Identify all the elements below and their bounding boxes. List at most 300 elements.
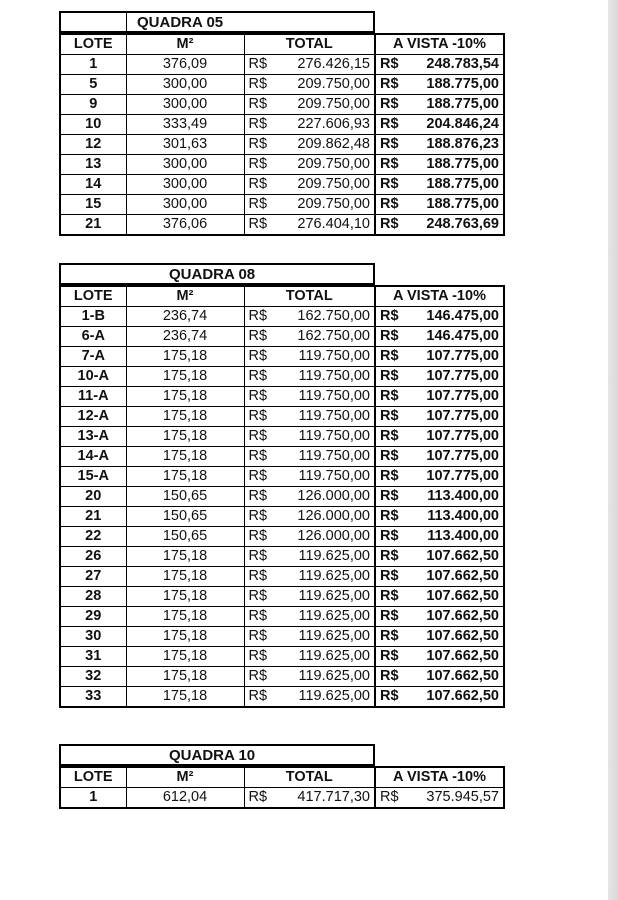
currency-symbol: R$ — [248, 308, 268, 324]
total-cell — [244, 155, 375, 175]
vista-cell — [375, 327, 504, 347]
area-cell: 301,63 — [126, 135, 244, 155]
vista-value: 107.775,00 — [426, 368, 499, 384]
currency-symbol: R$ — [248, 528, 268, 544]
col-header-lote: LOTE — [60, 34, 126, 55]
total-cell — [244, 627, 375, 647]
currency-symbol: R$ — [380, 176, 399, 192]
vista-value: 107.775,00 — [426, 468, 499, 484]
area-cell: 300,00 — [126, 195, 244, 215]
vista-cell — [375, 175, 504, 195]
area-cell: 175,18 — [126, 547, 244, 567]
vista-cell — [375, 687, 504, 708]
area-cell: 175,18 — [126, 647, 244, 667]
vista-cell — [375, 427, 504, 447]
vista-value: 113.400,00 — [427, 488, 499, 504]
total-cell — [244, 387, 375, 407]
currency-symbol: R$ — [248, 196, 268, 212]
currency-symbol: R$ — [380, 308, 399, 324]
total-cell — [244, 567, 375, 587]
vista-cell — [375, 587, 504, 607]
quadra-title: QUADRA 08 — [169, 265, 256, 283]
col-header-vista: A VISTA -10% — [375, 767, 504, 788]
table-row — [60, 427, 504, 447]
currency-symbol: R$ — [380, 588, 399, 604]
table-row — [60, 215, 504, 236]
table-row — [60, 587, 504, 607]
table-row — [60, 307, 504, 327]
vista-cell — [375, 215, 504, 236]
currency-symbol: R$ — [380, 368, 399, 384]
vista-value: 107.662,50 — [426, 588, 499, 604]
area-cell: 175,18 — [126, 587, 244, 607]
area-cell: 175,18 — [126, 367, 244, 387]
table-row — [60, 607, 504, 627]
col-header-m2: M² — [126, 34, 244, 55]
currency-symbol: R$ — [248, 388, 268, 404]
total-cell — [244, 427, 375, 447]
vista-cell — [375, 367, 504, 387]
col-header-total: TOTAL — [244, 286, 375, 307]
currency-symbol: R$ — [380, 136, 399, 152]
lote-cell: 13 — [60, 155, 126, 175]
lote-cell: 12 — [60, 135, 126, 155]
quadra-title: QUADRA 10 — [169, 746, 256, 764]
table-row — [60, 387, 504, 407]
table-row — [60, 155, 504, 175]
lote-cell: 14-A — [60, 447, 126, 467]
currency-symbol: R$ — [380, 328, 399, 344]
table-header-row — [60, 34, 504, 55]
area-cell: 150,65 — [126, 527, 244, 547]
table-row — [60, 627, 504, 647]
area-cell: 333,49 — [126, 115, 244, 135]
currency-symbol: R$ — [380, 348, 399, 364]
vista-cell — [375, 195, 504, 215]
currency-symbol: R$ — [248, 628, 268, 644]
vista-value: 107.662,50 — [426, 648, 499, 664]
vista-value: 188.775,00 — [426, 196, 499, 212]
lote-cell: 13-A — [60, 427, 126, 447]
currency-symbol: R$ — [380, 668, 399, 684]
currency-symbol: R$ — [380, 156, 399, 172]
vista-cell — [375, 155, 504, 175]
quadra-title: QUADRA 05 — [137, 13, 224, 31]
currency-symbol: R$ — [248, 348, 268, 364]
currency-symbol: R$ — [380, 428, 399, 444]
total-value: 162.750,00 — [297, 328, 370, 344]
lote-cell: 30 — [60, 627, 126, 647]
col-header-m2: M² — [126, 286, 244, 307]
vista-value: 188.775,00 — [426, 176, 499, 192]
area-cell: 300,00 — [126, 175, 244, 195]
total-value: 126.000,00 — [297, 488, 370, 504]
total-value: 119.750,00 — [298, 468, 370, 484]
vista-value: 107.662,50 — [426, 608, 499, 624]
lote-cell: 12-A — [60, 407, 126, 427]
col-header-vista: A VISTA -10% — [375, 286, 504, 307]
total-value: 276.404,10 — [297, 216, 370, 232]
currency-symbol: R$ — [380, 688, 399, 704]
vista-value: 107.662,50 — [426, 688, 499, 704]
total-value: 119.625,00 — [298, 628, 370, 644]
total-value: 119.625,00 — [298, 648, 370, 664]
table-header-row — [60, 767, 504, 788]
currency-symbol: R$ — [248, 468, 268, 484]
vista-value: 107.662,50 — [426, 668, 499, 684]
area-cell: 175,18 — [126, 387, 244, 407]
table-row — [60, 195, 504, 215]
vista-cell — [375, 447, 504, 467]
table-row — [60, 667, 504, 687]
vista-cell — [375, 387, 504, 407]
lote-cell: 20 — [60, 487, 126, 507]
total-cell — [244, 527, 375, 547]
vista-value: 107.775,00 — [426, 348, 499, 364]
currency-symbol: R$ — [380, 56, 399, 72]
vista-value: 248.763,69 — [426, 216, 499, 232]
table-row — [60, 567, 504, 587]
area-cell: 175,18 — [126, 667, 244, 687]
total-cell — [244, 367, 375, 387]
col-header-lote: LOTE — [60, 286, 126, 307]
currency-symbol: R$ — [248, 56, 268, 72]
vista-cell — [375, 307, 504, 327]
total-cell — [244, 788, 375, 809]
table-row — [60, 327, 504, 347]
currency-symbol: R$ — [248, 668, 268, 684]
total-cell — [244, 587, 375, 607]
total-value: 417.717,30 — [297, 789, 370, 805]
total-cell — [244, 507, 375, 527]
lote-cell: 6-A — [60, 327, 126, 347]
quadra-title-bar — [59, 263, 375, 285]
currency-symbol: R$ — [380, 508, 399, 524]
quadra-10-table — [59, 766, 505, 809]
total-cell — [244, 215, 375, 236]
vista-value: 188.775,00 — [426, 76, 499, 92]
vista-value: 188.775,00 — [426, 96, 499, 112]
area-cell: 376,06 — [126, 215, 244, 236]
table-row — [60, 547, 504, 567]
total-cell — [244, 667, 375, 687]
currency-symbol: R$ — [248, 688, 268, 704]
currency-symbol: R$ — [248, 508, 268, 524]
total-value: 209.750,00 — [297, 96, 370, 112]
table-body — [60, 767, 504, 808]
total-cell — [244, 647, 375, 667]
vista-cell — [375, 95, 504, 115]
currency-symbol: R$ — [248, 116, 268, 132]
vista-value: 146.475,00 — [426, 328, 499, 344]
table-row — [60, 447, 504, 467]
total-value: 119.750,00 — [298, 368, 370, 384]
currency-symbol: R$ — [380, 76, 399, 92]
table-row — [60, 135, 504, 155]
currency-symbol: R$ — [380, 789, 399, 805]
area-cell: 300,00 — [126, 155, 244, 175]
total-value: 119.750,00 — [298, 388, 370, 404]
area-cell: 376,09 — [126, 55, 244, 75]
lote-cell: 10 — [60, 115, 126, 135]
currency-symbol: R$ — [380, 216, 399, 232]
currency-symbol: R$ — [248, 568, 268, 584]
col-header-total: TOTAL — [244, 767, 375, 788]
lote-cell: 1 — [60, 55, 126, 75]
area-cell: 150,65 — [126, 487, 244, 507]
area-cell: 236,74 — [126, 327, 244, 347]
table-row — [60, 347, 504, 367]
currency-symbol: R$ — [248, 488, 268, 504]
total-value: 119.625,00 — [298, 588, 370, 604]
currency-symbol: R$ — [380, 388, 399, 404]
lote-cell: 26 — [60, 547, 126, 567]
table-body — [60, 286, 504, 707]
total-cell — [244, 487, 375, 507]
lote-cell: 29 — [60, 607, 126, 627]
lote-cell: 22 — [60, 527, 126, 547]
table-row — [60, 95, 504, 115]
lote-cell: 14 — [60, 175, 126, 195]
vista-cell — [375, 567, 504, 587]
area-cell: 175,18 — [126, 447, 244, 467]
area-cell: 300,00 — [126, 95, 244, 115]
vista-value: 188.775,00 — [426, 156, 499, 172]
quadra-title-bar — [59, 744, 375, 766]
currency-symbol: R$ — [380, 488, 399, 504]
area-cell: 175,18 — [126, 407, 244, 427]
currency-symbol: R$ — [380, 608, 399, 624]
table-row — [60, 507, 504, 527]
currency-symbol: R$ — [248, 428, 268, 444]
col-header-vista: A VISTA -10% — [375, 34, 504, 55]
vista-value: 107.775,00 — [426, 388, 499, 404]
currency-symbol: R$ — [380, 568, 399, 584]
total-cell — [244, 195, 375, 215]
currency-symbol: R$ — [248, 789, 268, 805]
table-row — [60, 788, 504, 809]
total-value: 209.750,00 — [297, 156, 370, 172]
currency-symbol: R$ — [380, 468, 399, 484]
total-cell — [244, 407, 375, 427]
total-cell — [244, 607, 375, 627]
currency-symbol: R$ — [248, 408, 268, 424]
area-cell: 236,74 — [126, 307, 244, 327]
vista-value: 107.775,00 — [426, 408, 499, 424]
table-row — [60, 75, 504, 95]
total-cell — [244, 547, 375, 567]
currency-symbol: R$ — [248, 648, 268, 664]
currency-symbol: R$ — [380, 408, 399, 424]
table-row — [60, 115, 504, 135]
currency-symbol: R$ — [248, 176, 268, 192]
area-cell: 150,65 — [126, 507, 244, 527]
lote-cell: 9 — [60, 95, 126, 115]
total-cell — [244, 327, 375, 347]
total-value: 119.750,00 — [298, 448, 370, 464]
table-row — [60, 175, 504, 195]
currency-symbol: R$ — [248, 76, 268, 92]
currency-symbol: R$ — [248, 136, 268, 152]
total-cell — [244, 115, 375, 135]
total-value: 119.625,00 — [298, 688, 370, 704]
vista-cell — [375, 527, 504, 547]
total-cell — [244, 135, 375, 155]
vista-value: 188.876,23 — [426, 136, 499, 152]
total-value: 119.625,00 — [298, 668, 370, 684]
total-cell — [244, 687, 375, 708]
vista-value: 107.662,50 — [426, 548, 499, 564]
vista-value: 248.783,54 — [426, 56, 499, 72]
lote-cell: 1-B — [60, 307, 126, 327]
vista-cell — [375, 347, 504, 367]
currency-symbol: R$ — [380, 196, 399, 212]
col-header-total: TOTAL — [244, 34, 375, 55]
total-value: 119.750,00 — [298, 348, 370, 364]
area-cell: 300,00 — [126, 75, 244, 95]
title-spacer-cell — [61, 265, 127, 283]
vista-value: 107.662,50 — [426, 628, 499, 644]
total-value: 119.625,00 — [298, 548, 370, 564]
vista-cell — [375, 55, 504, 75]
total-cell — [244, 307, 375, 327]
total-cell — [244, 95, 375, 115]
quadra-title-bar — [59, 11, 375, 33]
vista-cell — [375, 788, 504, 809]
area-cell: 175,18 — [126, 427, 244, 447]
area-cell: 175,18 — [126, 567, 244, 587]
total-value: 162.750,00 — [297, 308, 370, 324]
lote-cell: 21 — [60, 215, 126, 236]
total-value: 119.750,00 — [298, 428, 370, 444]
vista-cell — [375, 115, 504, 135]
table-row — [60, 487, 504, 507]
vista-value: 107.662,50 — [426, 568, 499, 584]
page-edge-shadow — [608, 0, 618, 900]
table-row — [60, 407, 504, 427]
vista-cell — [375, 467, 504, 487]
col-header-m2: M² — [126, 767, 244, 788]
currency-symbol: R$ — [248, 608, 268, 624]
vista-cell — [375, 135, 504, 155]
table-header-row — [60, 286, 504, 307]
currency-symbol: R$ — [380, 628, 399, 644]
area-cell: 175,18 — [126, 467, 244, 487]
area-cell: 612,04 — [126, 788, 244, 809]
total-cell — [244, 55, 375, 75]
currency-symbol: R$ — [380, 548, 399, 564]
total-cell — [244, 447, 375, 467]
table-row — [60, 55, 504, 75]
vista-cell — [375, 75, 504, 95]
lote-cell: 1 — [60, 788, 126, 809]
table-row — [60, 467, 504, 487]
vista-cell — [375, 547, 504, 567]
currency-symbol: R$ — [248, 548, 268, 564]
table-row — [60, 367, 504, 387]
total-value: 119.750,00 — [298, 408, 370, 424]
vista-cell — [375, 627, 504, 647]
currency-symbol: R$ — [248, 96, 268, 112]
total-value: 119.625,00 — [298, 568, 370, 584]
lote-cell: 7-A — [60, 347, 126, 367]
total-value: 126.000,00 — [297, 528, 370, 544]
table-row — [60, 527, 504, 547]
total-value: 209.750,00 — [297, 196, 370, 212]
title-spacer-cell — [61, 746, 127, 764]
currency-symbol: R$ — [248, 216, 268, 232]
currency-symbol: R$ — [380, 648, 399, 664]
area-cell: 175,18 — [126, 347, 244, 367]
lote-cell: 27 — [60, 567, 126, 587]
lote-cell: 5 — [60, 75, 126, 95]
vista-value: 146.475,00 — [426, 308, 499, 324]
vista-cell — [375, 667, 504, 687]
vista-cell — [375, 487, 504, 507]
total-value: 209.750,00 — [297, 176, 370, 192]
table-body — [60, 34, 504, 235]
vista-cell — [375, 507, 504, 527]
currency-symbol: R$ — [248, 328, 268, 344]
total-value: 119.625,00 — [298, 608, 370, 624]
currency-symbol: R$ — [380, 116, 399, 132]
currency-symbol: R$ — [248, 156, 268, 172]
total-cell — [244, 347, 375, 367]
vista-cell — [375, 607, 504, 627]
total-value: 209.750,00 — [297, 76, 370, 92]
vista-value: 113.400,00 — [427, 508, 499, 524]
lote-cell: 11-A — [60, 387, 126, 407]
currency-symbol: R$ — [248, 448, 268, 464]
vista-value: 204.846,24 — [426, 116, 499, 132]
vista-value: 107.775,00 — [426, 428, 499, 444]
total-cell — [244, 467, 375, 487]
quadra-05-table — [59, 33, 505, 236]
area-cell: 175,18 — [126, 607, 244, 627]
vista-cell — [375, 647, 504, 667]
lote-cell: 33 — [60, 687, 126, 708]
total-value: 276.426,15 — [297, 56, 370, 72]
currency-symbol: R$ — [380, 448, 399, 464]
lote-cell: 21 — [60, 507, 126, 527]
currency-symbol: R$ — [380, 96, 399, 112]
lote-cell: 15-A — [60, 467, 126, 487]
currency-symbol: R$ — [248, 588, 268, 604]
lote-cell: 32 — [60, 667, 126, 687]
total-value: 227.606,93 — [297, 116, 370, 132]
lote-cell: 15 — [60, 195, 126, 215]
vista-value: 375.945,57 — [426, 789, 499, 805]
quadra-08-table — [59, 285, 505, 708]
vista-value: 113.400,00 — [427, 528, 499, 544]
table-row — [60, 647, 504, 667]
total-value: 126.000,00 — [297, 508, 370, 524]
total-cell — [244, 75, 375, 95]
title-spacer-cell — [61, 13, 127, 31]
col-header-lote: LOTE — [60, 767, 126, 788]
table-row — [60, 687, 504, 708]
currency-symbol: R$ — [380, 528, 399, 544]
lote-cell: 10-A — [60, 367, 126, 387]
total-cell — [244, 175, 375, 195]
area-cell: 175,18 — [126, 687, 244, 708]
lote-cell: 31 — [60, 647, 126, 667]
vista-cell — [375, 407, 504, 427]
lote-cell: 28 — [60, 587, 126, 607]
area-cell: 175,18 — [126, 627, 244, 647]
total-value: 209.862,48 — [297, 136, 370, 152]
currency-symbol: R$ — [248, 368, 268, 384]
